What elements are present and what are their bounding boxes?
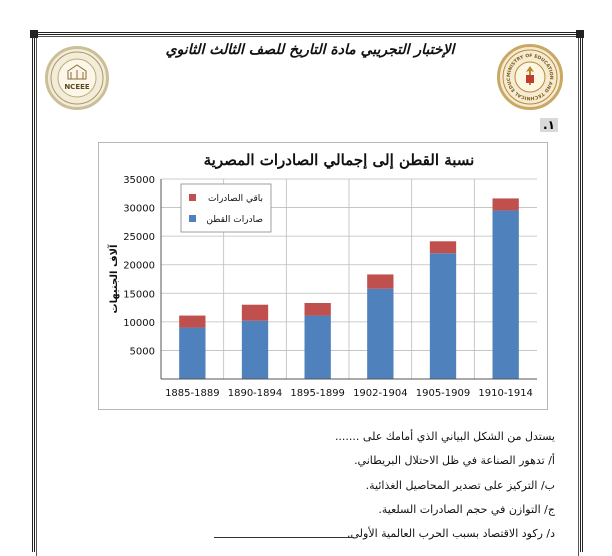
bar-other-exports	[179, 316, 205, 328]
bar-other-exports	[367, 274, 393, 288]
legend-label-cotton-exports: صادرات القطن	[206, 215, 263, 225]
answer-underline	[214, 537, 354, 538]
chart-canvas	[99, 143, 547, 409]
x-tick-label: 1910-1914	[478, 388, 533, 399]
question-number: ١.	[540, 118, 558, 132]
bar-cotton-exports	[242, 321, 268, 379]
bar-cotton-exports	[179, 328, 205, 379]
x-tick-label: 1885-1889	[165, 388, 220, 399]
question-stem: يستدل من الشكل البياني الذي أمامك على .......	[334, 430, 555, 443]
nceee-logo-text: NCEEE	[64, 83, 90, 91]
border-corner-ornament	[30, 30, 38, 38]
x-tick-label: 1895-1899	[290, 388, 345, 399]
chart-legend	[181, 184, 271, 232]
option-c[interactable]: ج/ التوازن في حجم الصادرات السلعية.	[378, 503, 555, 516]
x-tick-label: 1905-1909	[415, 388, 471, 399]
exam-title: الإختبار التجريبي مادة التاريخ للصف الثالث الثانوي	[165, 42, 455, 58]
chart-title: نسبة القطن إلى إجمالي الصادرات المصرية	[203, 151, 475, 169]
nceee-logo	[45, 46, 109, 110]
x-tick-label: 1902-1904	[353, 388, 408, 399]
bar-other-exports	[430, 241, 456, 253]
option-a[interactable]: أ/ تدهور الصناعة في ظل الاحتلال البريطاني.	[354, 454, 555, 467]
legend-swatch-other-exports	[189, 194, 196, 201]
ministry-logo-text: MINISTRY OF EDUCATION AND TECHNICAL EDUC	[506, 53, 554, 101]
y-tick-label: 30000	[123, 203, 155, 215]
y-tick-label: 15000	[123, 289, 155, 301]
y-tick-label: 10000	[123, 317, 155, 329]
bar-cotton-exports	[367, 289, 393, 379]
y-tick-label: 20000	[123, 260, 155, 272]
bar-other-exports	[305, 303, 331, 316]
stacked-bar-chart	[98, 142, 548, 410]
bar-cotton-exports	[493, 210, 519, 379]
legend-label-other-exports: باقي الصادرات	[207, 194, 263, 204]
x-tick-label: 1890-1894	[227, 388, 283, 399]
option-d[interactable]: د/ ركود الاقتصاد بسبب الحرب العالمية الأولى.	[347, 527, 555, 540]
option-b[interactable]: ب/ التركيز على تصدير المحاصيل الغذائية.	[365, 479, 555, 492]
y-tick-label: 35000	[123, 175, 155, 186]
bar-cotton-exports	[430, 253, 456, 379]
bar-other-exports	[493, 198, 519, 210]
y-tick-label: 5000	[129, 346, 155, 358]
y-tick-label: 25000	[123, 232, 155, 244]
legend-swatch-cotton-exports	[189, 215, 196, 222]
bar-cotton-exports	[305, 316, 331, 379]
ministry-logo	[497, 44, 563, 110]
border-corner-ornament	[576, 30, 584, 38]
y-axis-label: آلاف الجنيهات	[109, 244, 120, 314]
bar-other-exports	[242, 305, 268, 321]
